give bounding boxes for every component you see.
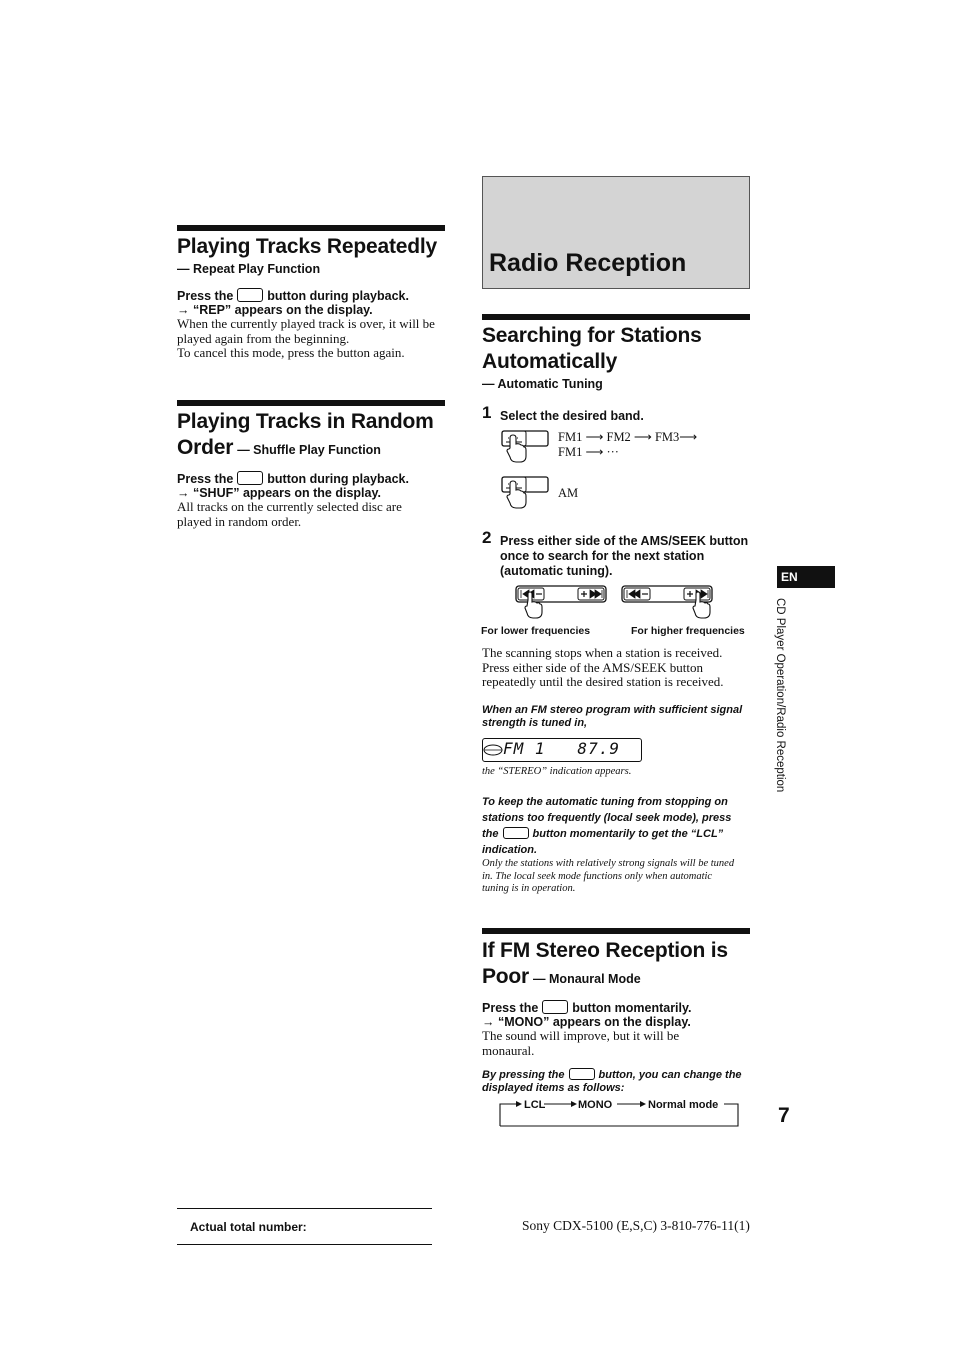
mono-button-icon: [542, 1000, 568, 1014]
section-title: Playing Tracks Repeatedly: [177, 235, 437, 258]
stereo-note: When an FM stereo program with sufficient signal strength is tuned in,: [482, 704, 743, 729]
step-number: 1: [482, 403, 492, 422]
section-rule: [482, 314, 750, 320]
chapter-banner: [482, 176, 750, 289]
result-text: → “REP” appears on the display.: [177, 303, 373, 317]
local-seek-note: To keep the automatic tuning from stopping on stations too frequently (local seek mode), press the button momentarily to get the “LCL” indication.: [482, 796, 732, 856]
page-number: 7: [778, 1104, 790, 1127]
instruction: Press the button during playback.: [177, 472, 409, 486]
section-subtitle: — Repeat Play Function: [177, 262, 321, 276]
body-text: When the currently played track is over, it will be played again from the beginning.: [177, 316, 435, 346]
side-running-head: CD Player Operation/Radio Reception: [774, 598, 786, 793]
display-frequency: FM 1 87.9: [503, 739, 620, 758]
result-text: → “MONO” appears on the display.: [482, 1015, 691, 1029]
band-button-fm-icon: [498, 428, 552, 472]
body-text: All tracks on the currently selected disc are played in random order.: [177, 499, 402, 529]
section-subtitle: — Automatic Tuning: [482, 377, 603, 391]
display-cycle-note: By pressing the button, you can change the displayed items as follows:: [482, 1069, 742, 1094]
chapter-title: Radio Reception: [489, 249, 687, 277]
band-sequence-fm: FM1 ⟶ FM2 ⟶ FM3⟶: [558, 430, 698, 444]
section-rule: [177, 225, 445, 231]
band-am: AM: [558, 486, 579, 500]
instruction: Press the button momentarily.: [482, 1001, 692, 1015]
stereo-caption: the “STEREO” indication appears.: [482, 766, 632, 777]
stereo-indicator-icon: [483, 743, 503, 757]
seek-button-higher-icon: [620, 584, 716, 624]
step-number: 2: [482, 528, 492, 547]
section-title: Playing Tracks in Random: [177, 410, 434, 433]
band-sequence-fm: FM1 ⟶ ···: [558, 445, 619, 459]
section-title: Searching for Stations: [482, 324, 702, 347]
footer-rule: [177, 1244, 432, 1245]
band-button-am-icon: [498, 474, 552, 518]
instruction: Press the button during playback.: [177, 289, 409, 303]
label-higher-frequencies: For higher frequencies: [631, 625, 745, 637]
seek-button-lower-icon: [514, 584, 610, 624]
footer-rule: [177, 1208, 432, 1209]
lcd-display: [482, 738, 642, 762]
section-title-line2: Order — Shuffle Play Function: [177, 436, 381, 459]
section-rule: [177, 400, 445, 406]
cycle-item: LCL: [524, 1099, 546, 1111]
body-text: The scanning stops when a station is received. Press either side of the AMS/SEEK button repeatedly until the desired station is received.: [482, 645, 724, 689]
step-text: Select the desired band.: [500, 409, 644, 423]
step-text: Press either side of the AMS/SEEK button once to search for the next station (automatic tuning).: [500, 534, 749, 578]
footer-model-code: Sony CDX-5100 (E,S,C) 3-810-776-11(1): [522, 1218, 750, 1233]
footer-count-label: Actual total number:: [190, 1220, 307, 1234]
local-button-icon: [503, 827, 529, 839]
result-text: → “SHUF” appears on the display.: [177, 486, 381, 500]
section-title: If FM Stereo Reception is: [482, 939, 728, 962]
section-title: Automatically: [482, 350, 618, 373]
cycle-item: Normal mode: [648, 1099, 719, 1111]
body-text: The sound will improve, but it will be monaural.: [482, 1028, 680, 1058]
repeat-button-icon: [237, 288, 263, 302]
display-button-icon: [569, 1068, 595, 1080]
body-text: To cancel this mode, press the button again.: [177, 345, 405, 360]
section-rule: [482, 928, 750, 934]
local-seek-detail: Only the stations with relatively strong signals will be tuned in. The local seek mode functions only when automatic tuning is in operation.: [482, 858, 735, 894]
shuffle-button-icon: [237, 471, 263, 485]
language-tab: EN: [777, 566, 835, 588]
cycle-item: MONO: [578, 1099, 613, 1111]
section-title-line2: Poor — Monaural Mode: [482, 965, 641, 988]
label-lower-frequencies: For lower frequencies: [481, 625, 591, 637]
